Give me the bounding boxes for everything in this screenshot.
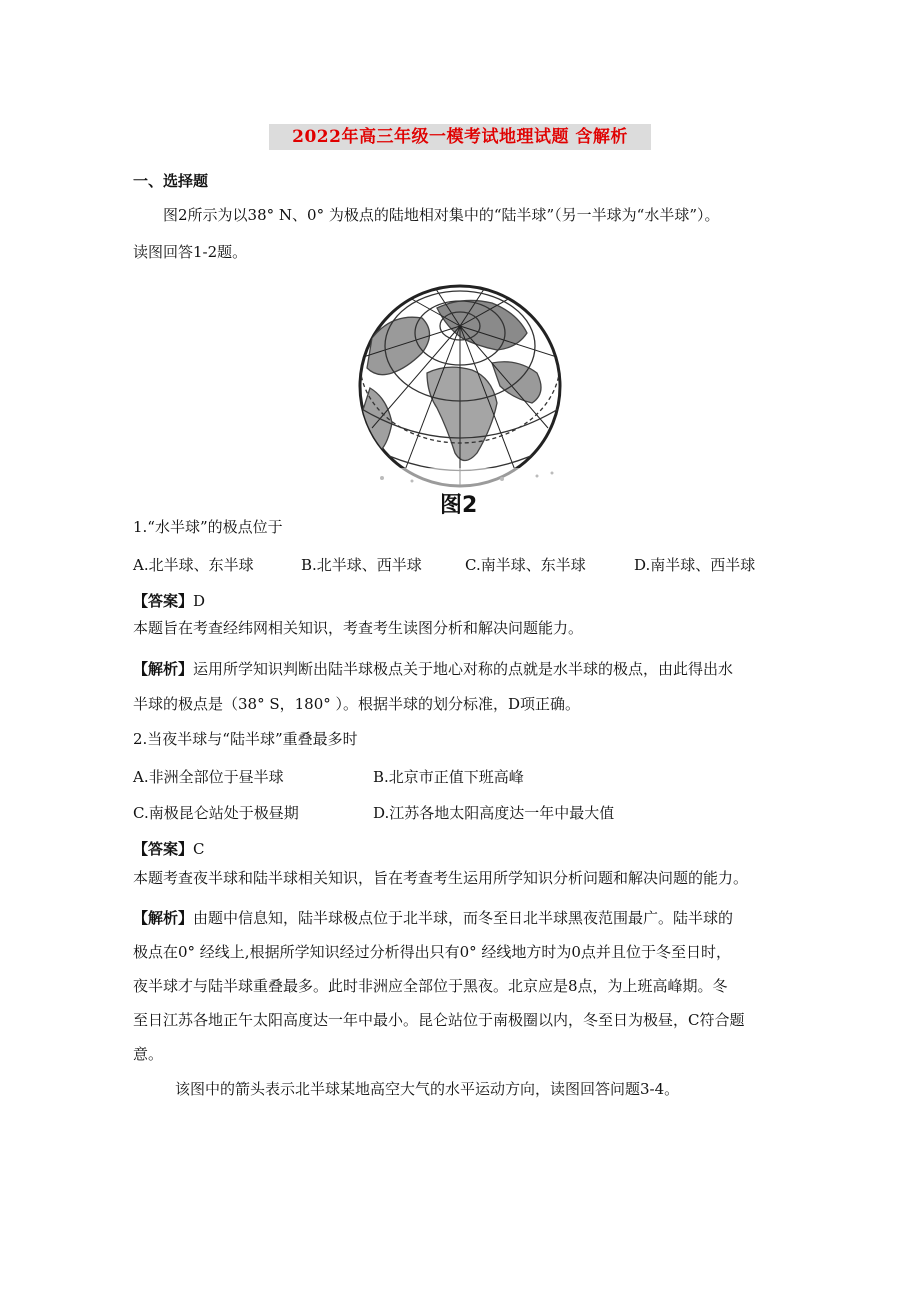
q1-answer [133,591,205,611]
figure-caption: 图2 [440,493,478,518]
analysis-text: 运用所学知识判断出陆半球极点关于地心对称的点就是水半球的极点，由此得出水 [193,660,734,678]
document-title: 2022年高三年级一模考试地理试题 含解析 [269,124,651,150]
intro-paragraph-line2: 读图回答1-2题。 [133,243,248,261]
q2-analysis-line3: 夜半球才与陆半球重叠最多。此时非洲应全部位于黑夜。北京应是8点，为上班高峰期。冬 [133,977,728,995]
answer-value: D [193,592,206,610]
analysis-label: 【解析】 [133,909,194,927]
q2-analysis-line5: 意。 [133,1045,164,1063]
analysis-label: 【解析】 [133,660,194,678]
answer-label: 【答案】 [133,840,194,858]
q2-analysis-line2: 极点在0° 经线上,根据所学知识经过分析得出只有0° 经线地方时为0点并且位于冬至日时， [133,943,731,961]
q1-option-d: D.南半球、西半球 [634,556,756,574]
q1-option-b: B.北半球、西半球 [301,556,422,574]
q1-option-c: C.南半球、东半球 [465,556,586,574]
analysis-text: 由题中信息知，陆半球极点位于北半球，而冬至日北半球黑夜范围最广。陆半球的 [193,909,734,927]
q1-option-a: A.北半球、东半球 [133,556,254,574]
section-heading: 一、选择题 [133,172,209,190]
q2-option-d: D.江苏各地太阳高度达一年中最大值 [373,804,615,822]
q2-note: 本题考查夜半球和陆半球相关知识，旨在考查考生运用所学知识分析问题和解决问题的能力。 [133,869,749,887]
globe-figure [352,278,568,514]
q2-option-a: A.非洲全部位于昼半球 [133,768,284,786]
answer-value: C [193,840,205,858]
q1-analysis-line1 [133,659,733,679]
q2-option-c: C.南极昆仑站处于极昼期 [133,804,299,822]
question-2: 2.当夜半球与“陆半球”重叠最多时 [133,730,358,748]
q2-analysis-line4: 至日江苏各地正午太阳高度达一年中最小。昆仑站位于南极圈以内，冬至日为极昼，C符合题 [133,1011,745,1029]
intro-paragraph-line1: 图2所示为以38° N、0° 为极点的陆地相对集中的“陆半球”（另一半球为“水半球”）。 [163,206,720,224]
intro-paragraph-2: 该图中的箭头表示北半球某地高空大气的水平运动方向，读图回答问题3-4。 [175,1080,680,1098]
q1-analysis-line2: 半球的极点是（38° S，180° ）。根据半球的划分标准，D项正确。 [133,695,581,713]
q2-option-b: B.北京市正值下班高峰 [373,768,524,786]
q2-analysis-line1 [133,908,733,928]
question-1: 1.“水半球”的极点位于 [133,518,283,536]
q2-answer [133,839,205,859]
answer-label: 【答案】 [133,592,194,610]
q1-note: 本题旨在考查经纬网相关知识，考查考生读图分析和解决问题能力。 [133,619,584,637]
